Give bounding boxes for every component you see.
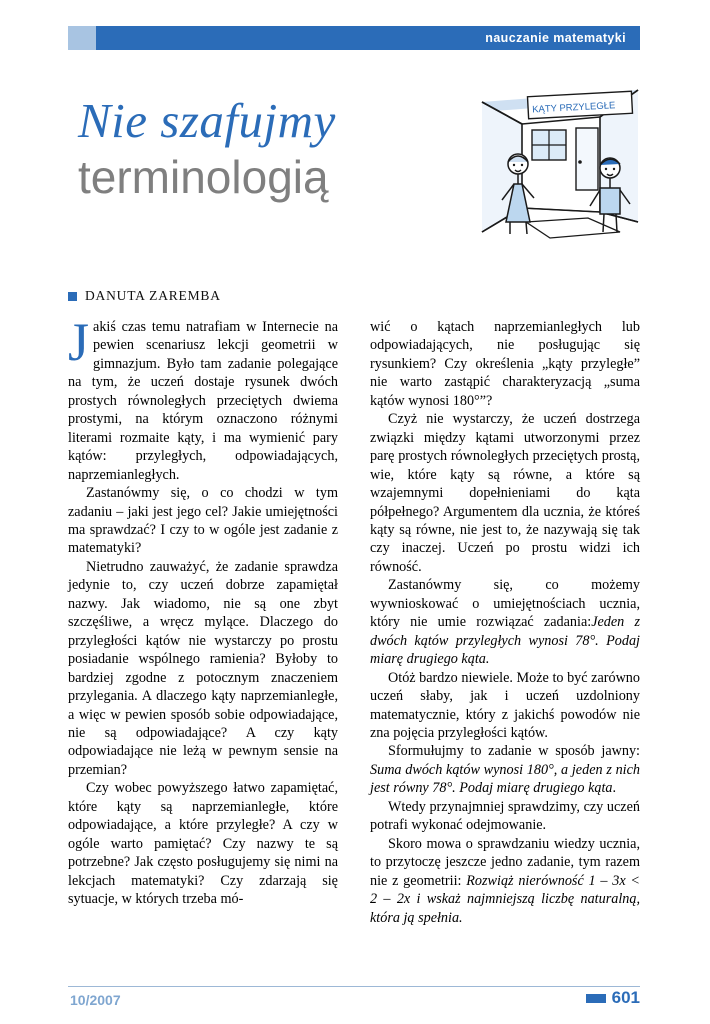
task-text-2: Suma dwóch kątów wynosi 180°, a jeden z nich jest równy 78°. Podaj miarę drugiego kąta — [370, 761, 640, 797]
paragraph: Czyż nie wystarczy, że uczeń dostrzega związki między kątami utworzonymi przez parę prostych równoległych przeciętych prostą, wie, które kąty są równe, a które są wzajemnymi dopełnieniami do kąta półpełnego? Argumentem dla ucznia, że któreś kąty są równe, nie jest to, że nazywają się tak czy inaczej. Uczeń po prostu widzi ich równość. — [370, 411, 640, 575]
paragraph-text: Skoro mowa o sprawdzaniu wiedzy ucznia, to przytoczę jeszcze jedno zadanie, tym razem nie z geometrii: — [370, 835, 640, 889]
paragraph: Czy wobec powyższego łatwo zapamiętać, które kąty są naprzemianległe, które odpowiadające, a które przyległe? A czy w ogóle warto pamiętać? Czy nazwy te są potrzebne? Jak często posługujemy się nimi na lekcjach matematyki? Czy zdarzają się sytuacje, w których trzeba mó- — [68, 780, 338, 908]
bullet-square-icon — [68, 292, 77, 301]
paragraph: Otóż bardzo niewiele. Może to być zarówno uczeń słaby, jak i uczeń uzdolniony matematycznie, który z jakichś powodów nie zna pojęcia przyległości kątów. — [370, 669, 640, 741]
header-bar — [68, 26, 640, 50]
paragraph-text: akiś czas temu natrafiam w Internecie na pewien scenariusz lekcji geometrii w gimnazjum. Było tam zadanie polegające na tym, że uczeń dostaje rysunek dwóch prostych równoległych przeciętych dwiema prostymi, na którym oznaczono różnymi literami rozmaite kąty, i ma wymienić pary kątów: przyległych, odpowiadających, naprzemianległych. — [68, 319, 338, 483]
header-accent-block — [68, 26, 96, 50]
paragraph: Zastanówmy się, o co chodzi w tym zadaniu – jaki jest jego cel? Jakie umiejętności ma sprawdzać? I czy to w ogóle jest zadanie z matematyki? — [68, 485, 338, 557]
title-line-1: Nie szafujmy — [78, 93, 336, 148]
task-text-3: Rozwiąż nierówność 1 – 3x < 2 – 2x i wskaż najmniejszą liczbę naturalną, która ją spełnia. — [370, 872, 640, 926]
task-text-1: Jeden z dwóch kątów przyległych wynosi 78°. Podaj miarę drugiego kąta. — [370, 614, 640, 668]
illustration-caption: KĄTY PRZYLEGŁE — [531, 100, 616, 116]
article-title — [78, 93, 548, 203]
title-line-2: terminologią — [78, 151, 329, 203]
drop-cap: J — [68, 312, 90, 372]
footer-page-block — [586, 988, 640, 1008]
paragraph-text: Zastanówmy się, co możemy wywnioskować o umiejętnościach ucznia, który nie umie rozwiązać zadania: — [370, 577, 640, 631]
footer-issue: 10/2007 — [70, 992, 121, 1008]
page-number: 601 — [611, 988, 640, 1007]
column-right — [370, 318, 640, 927]
author-name: DANUTA ZAREMBA — [85, 288, 221, 303]
paragraph — [370, 576, 640, 668]
footer-divider — [68, 986, 640, 987]
paragraph: Wtedy przynajmniej sprawdzimy, czy uczeń potrafi wykonać odejmowanie. — [370, 798, 640, 834]
paragraph: Nietrudno zauważyć, że zadanie sprawdza jedynie to, czy uczeń dobrze zapamiętał nazwy. Jak wiadomo, nie są one zbyt szczęśliwe, a wręcz mylące. Dlaczego do przyległości kątów nie wystarczy po prostu posiadanie wspólnego ramienia? Byłoby to bardziej zgodne z potocznym znaczeniem przylegania. A dlaczego kąty naprzemianległe, a więc w pewien sposób sobie odpowiadające, nie są odpowiadające? A czy kąty odpowiadające nie leżą w pewnym sensie na przemian? — [68, 558, 338, 778]
column-left — [68, 312, 338, 909]
paragraph — [68, 312, 338, 484]
paragraph: wić o kątach naprzemianległych lub odpowiadających, nie posługując się rysunkiem? Czy określenia „kąty przyległe” nie warto zastąpić charakteryzacją „suma kątów wynosi 180°”? — [370, 319, 640, 409]
paragraph-text: Sformułujmy to zadanie w sposób jawny: — [388, 743, 640, 760]
byline — [68, 288, 221, 304]
footer-dash-icon — [586, 994, 606, 1003]
header-title: nauczanie matematyki — [485, 31, 626, 45]
paragraph — [370, 835, 640, 927]
paragraph: Sformułujmy to zadanie w sposób jawny: Suma dwóch kątów wynosi 180°, a jeden z nich jest równy 78°. Podaj miarę drugiego kąta. — [370, 743, 640, 797]
